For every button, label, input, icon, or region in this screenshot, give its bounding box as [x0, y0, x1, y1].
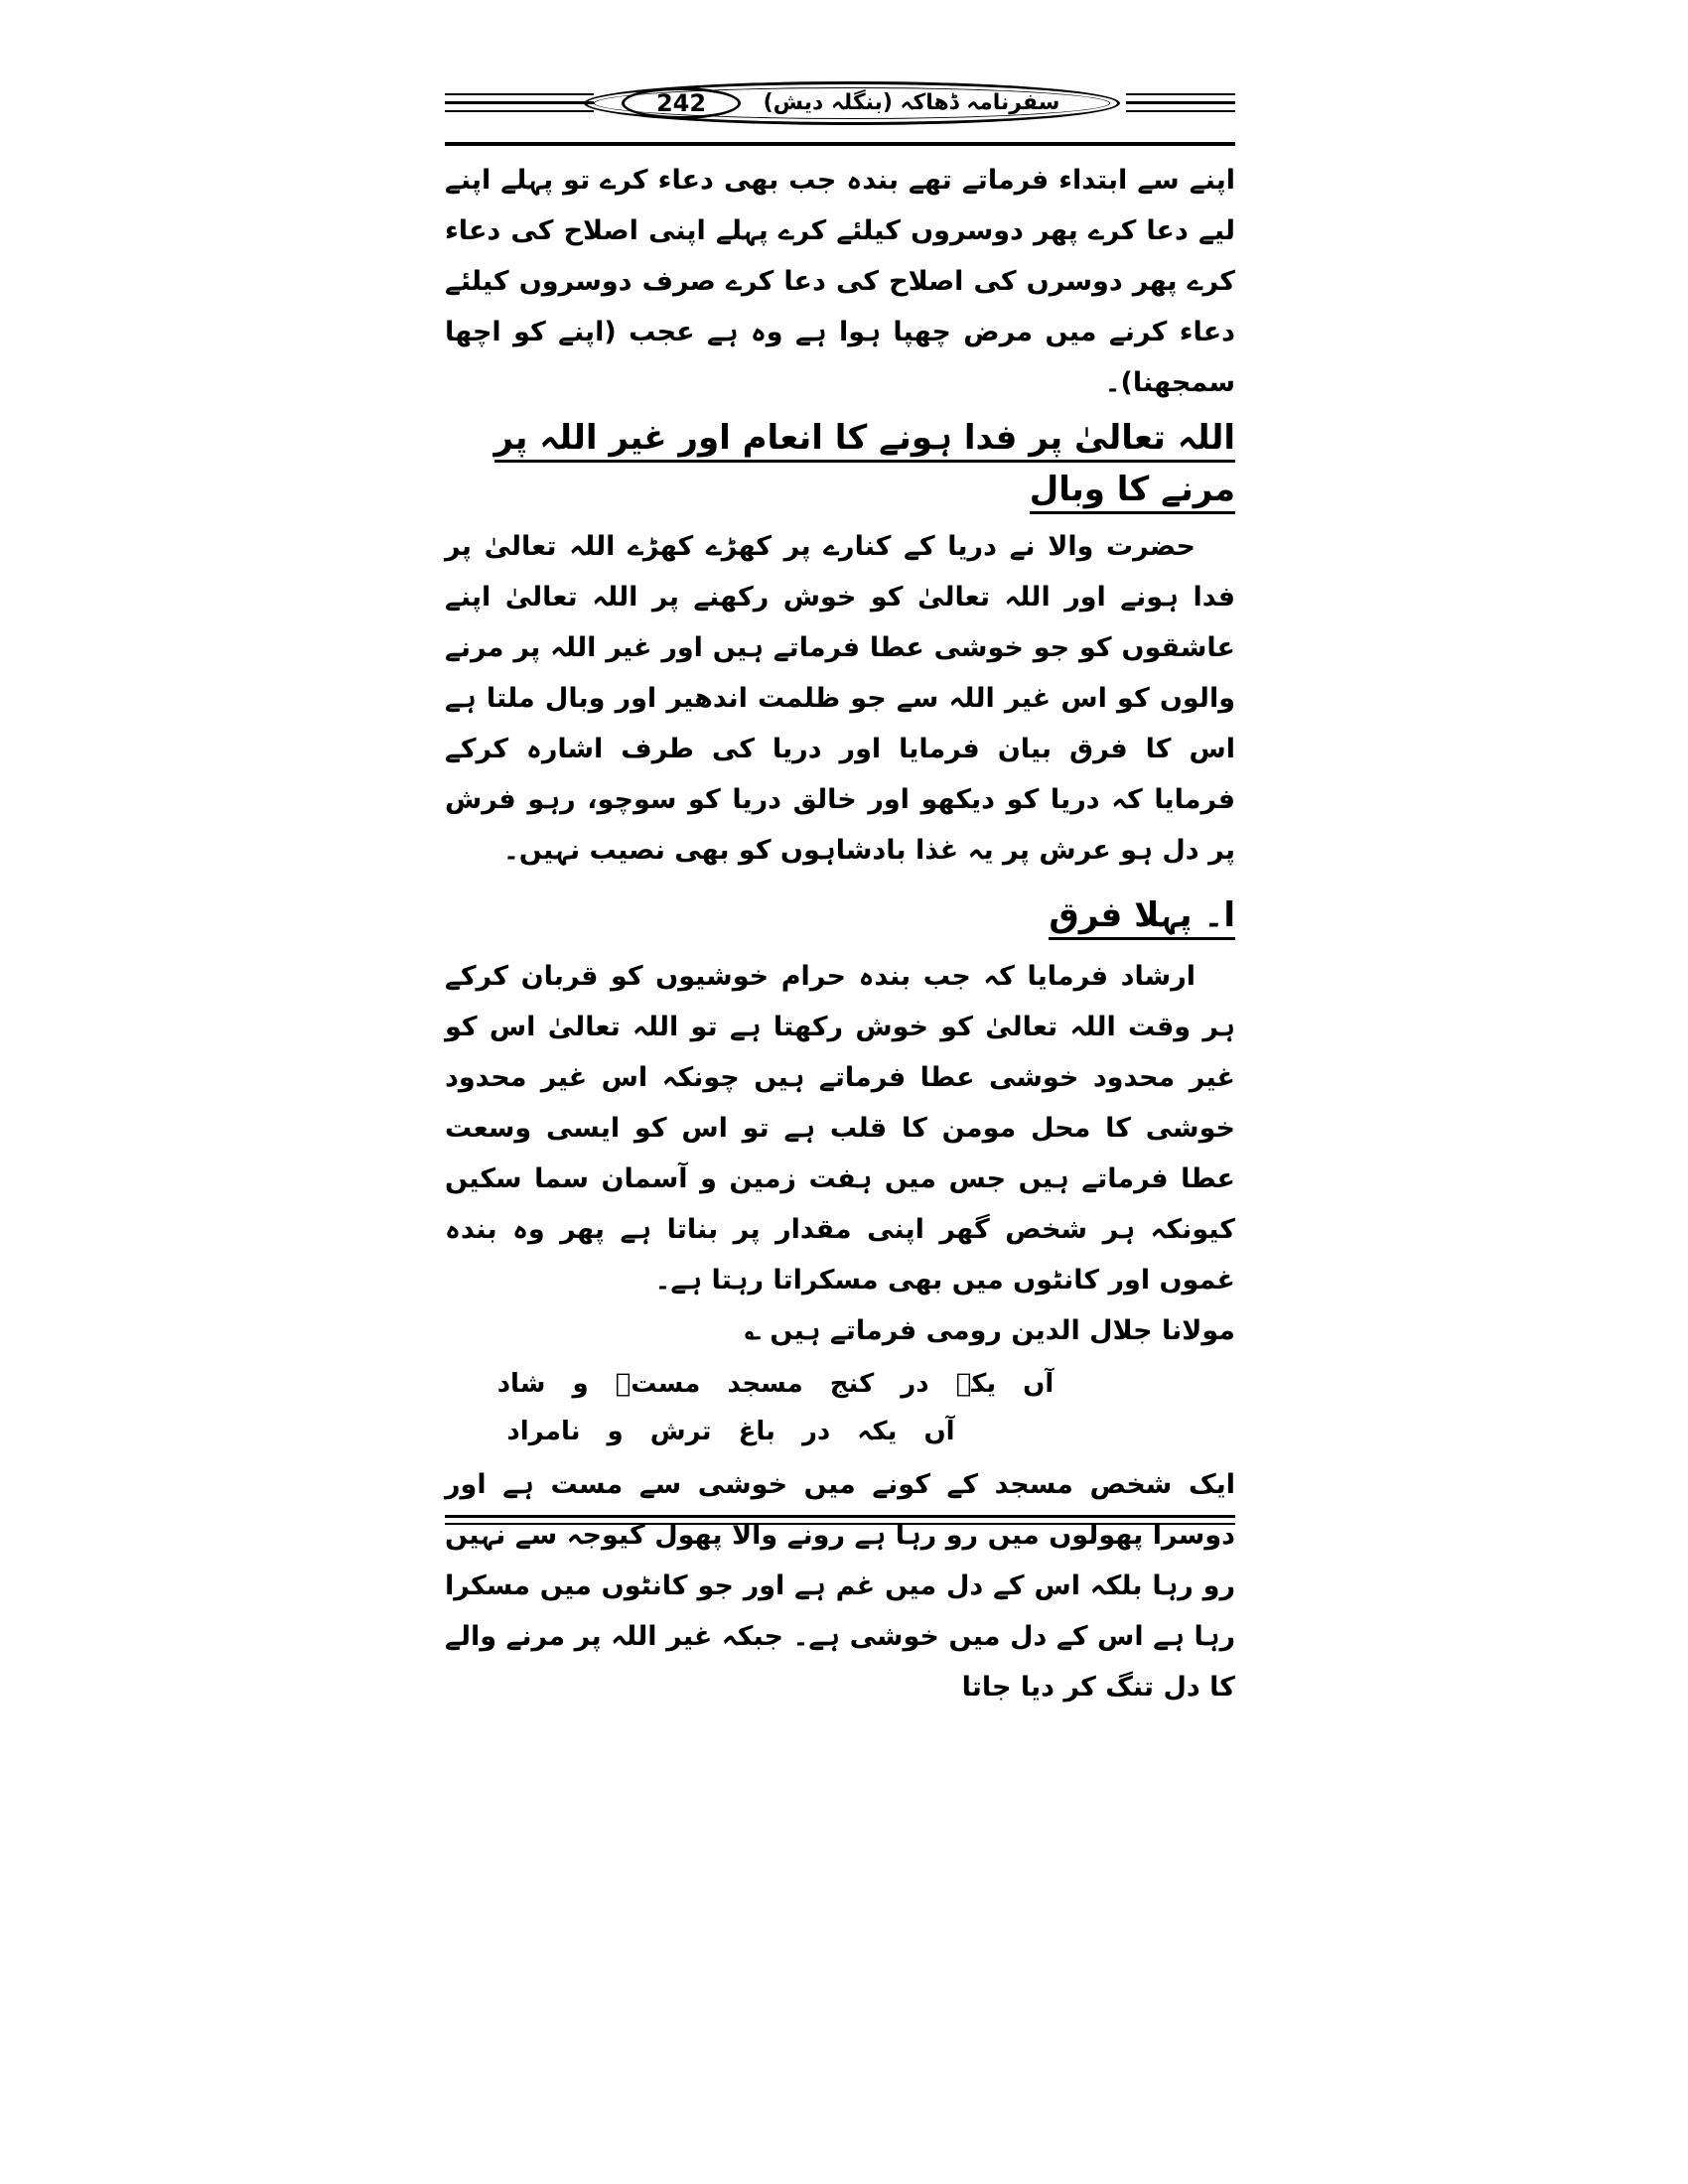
paragraph-2: حضرت والا نے دریا کے کنارے پر کھڑے کھڑے اللہ تعالیٰ پر فدا ہونے اور اللہ تعالیٰ کو خوش رکھنے پر اللہ تعالیٰ اپنے عاشقوں کو جو خوشی عطا فرماتے ہیں اور غیر اللہ پر مرنے والوں کو اس غیر اللہ سے جو ظلمت اندھیر اور وبال ملتا ہے اس کا فرق بیان فرمایا اور دریا کی طرف اشارہ کرکے فرمایا کہ دریا کو دیکھو اور خالق دریا کو سوچو، رہو فرش پر دل ہو عرش پر یہ غذا بادشاہوں کو بھی نصیب نہیں۔	[445, 531, 1235, 866]
section-heading-text: اللہ تعالیٰ پر فدا ہونے کا انعام اور غیر اللہ پر مرنے کا وبال	[494, 418, 1235, 514]
subsection-heading	[445, 889, 1235, 941]
persian-couplet	[445, 1360, 1235, 1455]
running-header	[445, 81, 1235, 131]
verse-line-1: آں یکہ در کنج مسجد مستؒ و شاد	[496, 1369, 1055, 1399]
verse-line-2: آں یکہ در باغ ترش و نامراد	[506, 1417, 955, 1446]
book-title: سفرنامہ ڈھاکہ (بنگلہ دیش)	[763, 90, 1060, 115]
verse-intro-line: مولانا جلال الدین رومی فرماتے ہیں ؎	[745, 1315, 1235, 1346]
header-rule-left	[445, 110, 594, 112]
header-rule-right	[1126, 93, 1235, 95]
header-rule-right	[1126, 101, 1235, 104]
header-divider	[445, 142, 1235, 146]
header-rule-left	[445, 93, 594, 95]
paragraph-1: اپنے سے ابتداء فرماتے تھے بندہ جب بھی دعاء کرے تو پہلے اپنے لیے دعا کرے پھر دوسروں کیلئے کرے پہلے اپنی اصلاح کی دعاء کرے پھر دوسرں کی اصلاح کی دعا کرے صرف دوسروں کیلئے دعاء کرنے میں مرض چھپا ہوا ہے وہ ہے عجب (اپنے کو اچھا سمجھنا)۔	[445, 165, 1235, 398]
footer-divider	[445, 1523, 1235, 1525]
section-heading	[445, 412, 1235, 515]
paragraph-4: ایک شخص مسجد کے کونے میں خوشی سے مست ہے اور دوسرا پھولوں میں رو رہا ہے رونے والا پھول کیوجہ سے نہیں رو رہا بلکہ اس کے دل میں غم ہے اور جو کانٹوں میں مسکرا رہا ہے اس کے دل میں خوشی ہے۔ جبکہ غیر اللہ پر مرنے والے کا دل تنگ کر دیا جاتا	[445, 1469, 1235, 1703]
page-body	[445, 155, 1235, 1703]
footer-divider	[445, 1515, 1235, 1518]
header-rule-right	[1126, 110, 1235, 112]
page-number: 242	[622, 87, 741, 119]
subsection-heading-text: ا۔ پہلا فرق	[1049, 895, 1235, 940]
header-rule-left	[445, 101, 594, 104]
paragraph-3: ارشاد فرمایا کہ جب بندہ حرام خوشیوں کو قربان کرکے ہر وقت اللہ تعالیٰ کو خوش رکھتا ہے تو اللہ تعالیٰ اس کو غیر محدود خوشی عطا فرماتے ہیں چونکہ اس غیر محدود خوشی کا محل مومن کا قلب ہے تو اس کو ایسی وسعت عطا فرماتے ہیں جس میں ہفت زمین و آسمان سما سکیں کیونکہ ہر شخص گھر اپنی مقدار پر بناتا ہے پھر وہ بندہ غموں اور کانٹوں میں بھی مسکراتا رہتا ہے۔	[445, 961, 1235, 1296]
